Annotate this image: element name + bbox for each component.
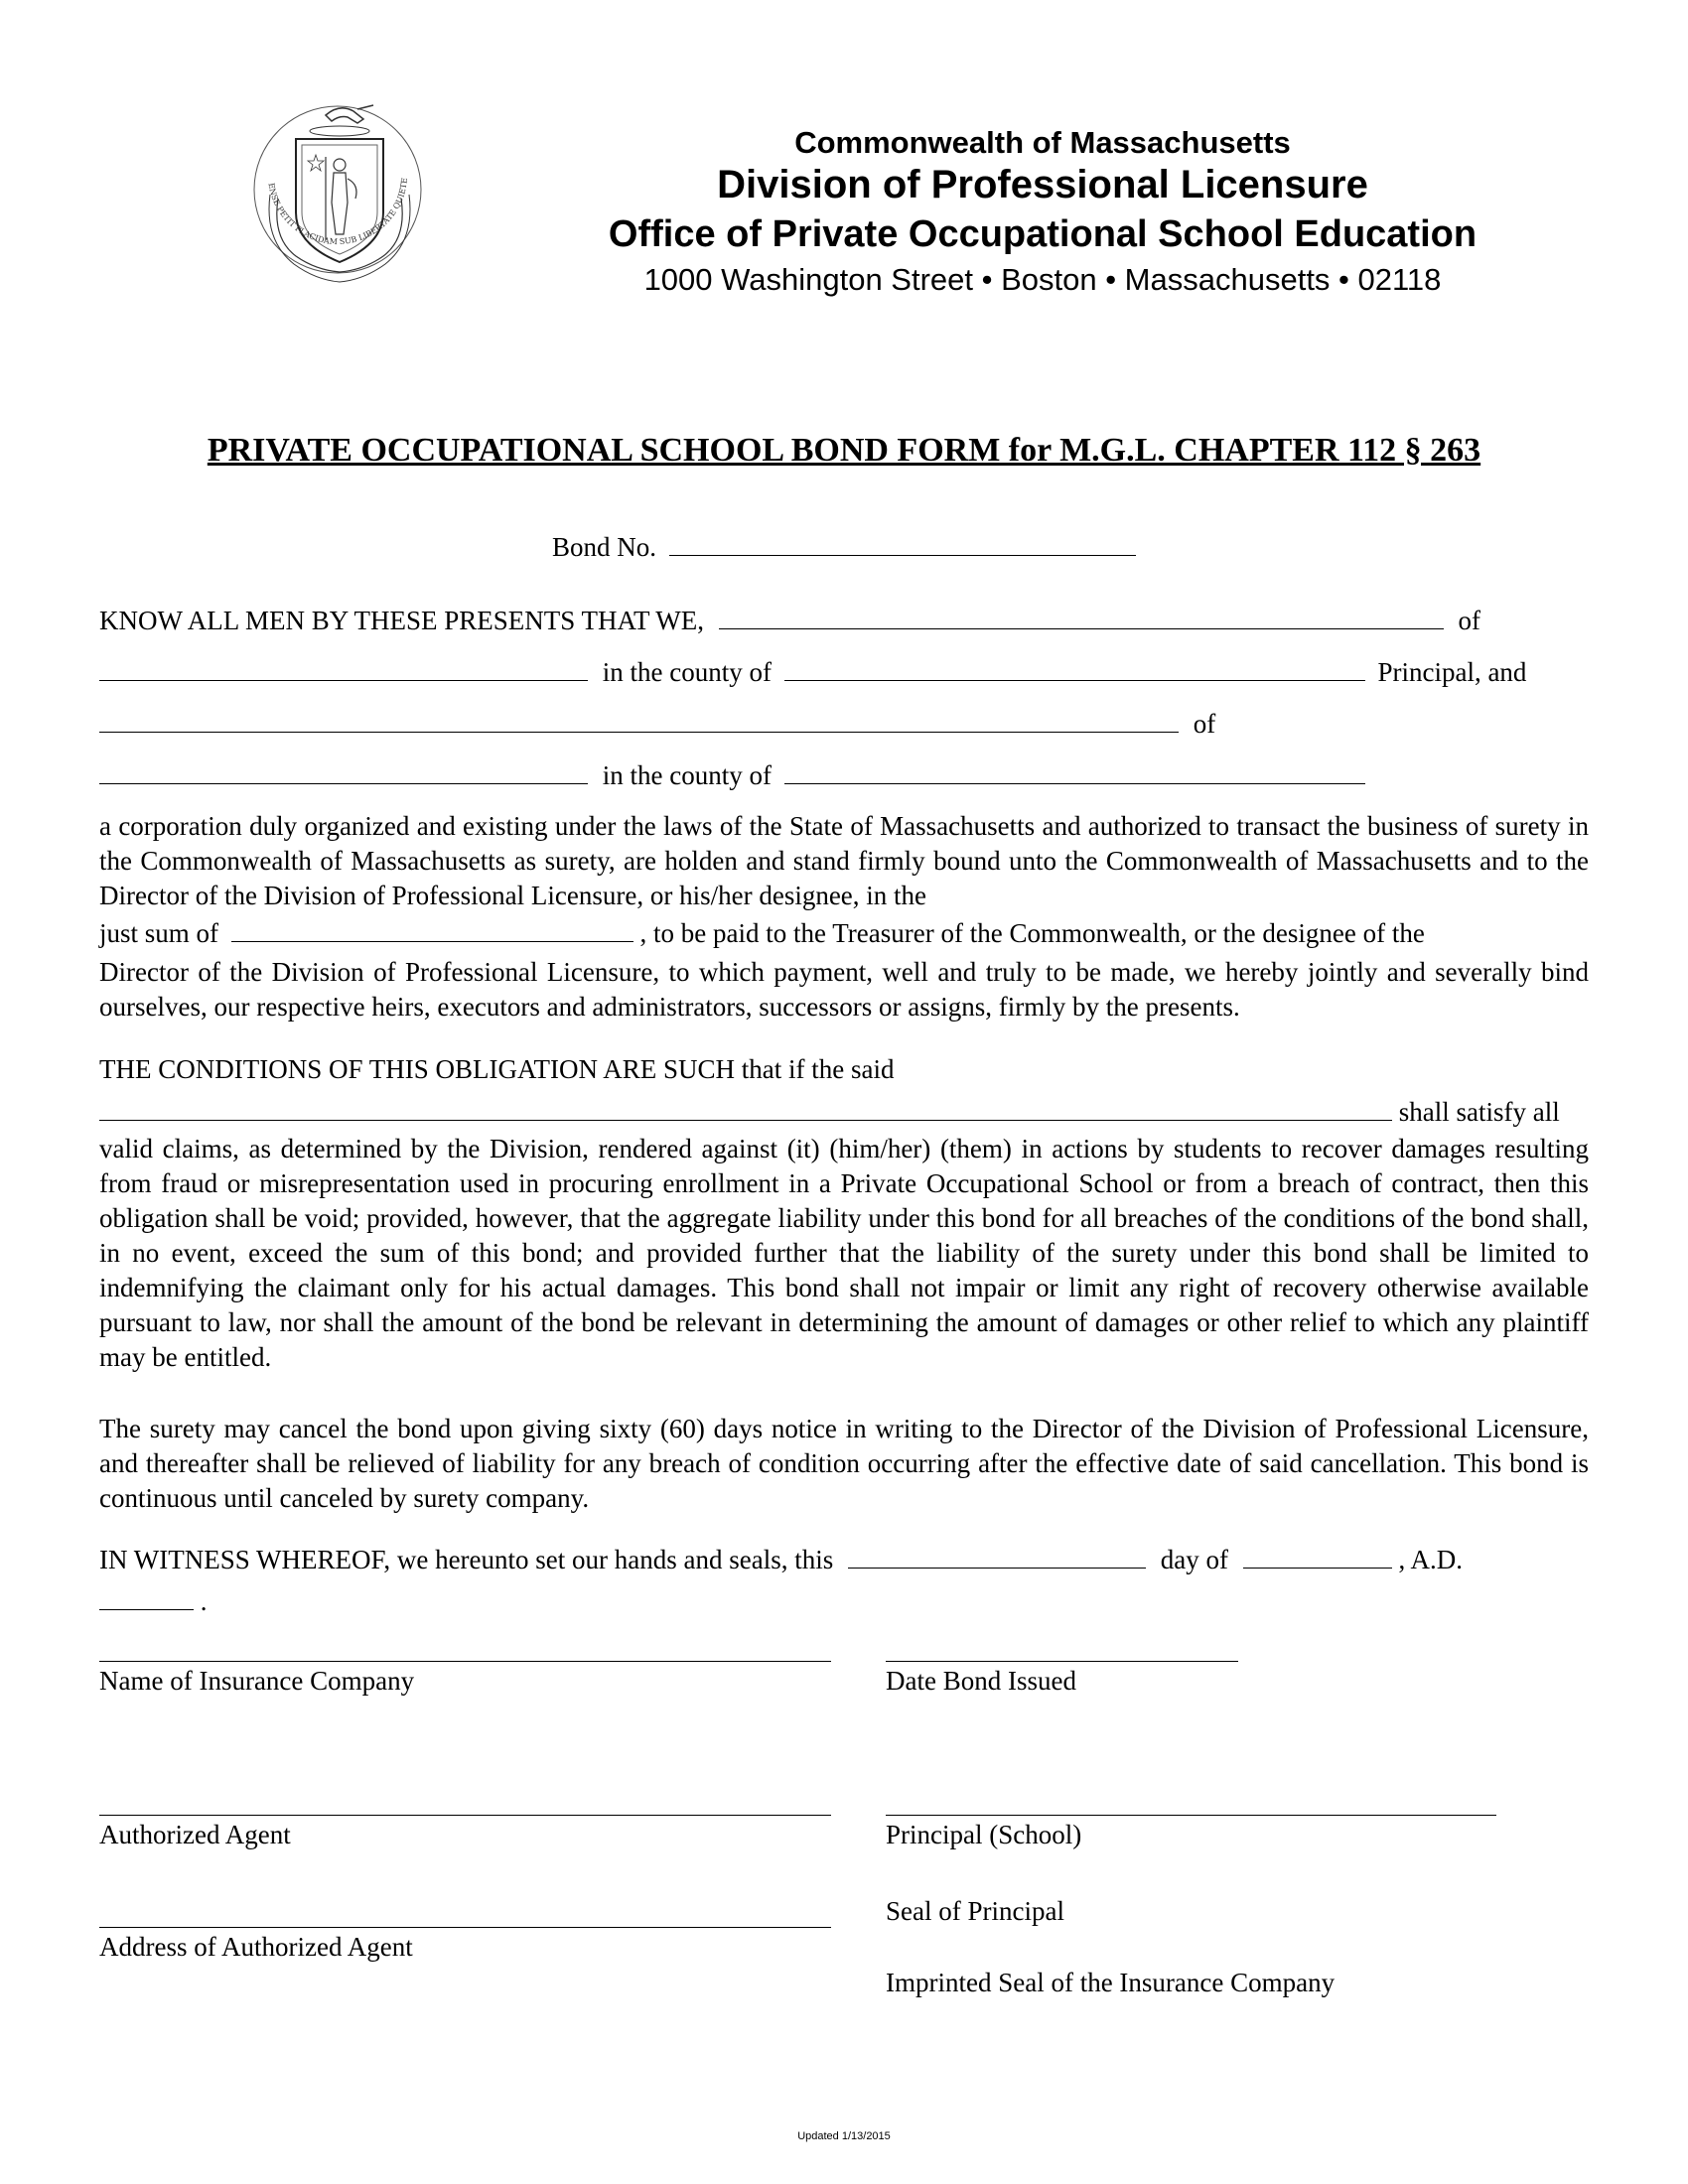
day-of-label: day of xyxy=(1160,1545,1228,1574)
witness-day-field[interactable] xyxy=(848,1567,1146,1569)
principal-name-field[interactable] xyxy=(719,627,1444,629)
in-county-label-1: in the county of xyxy=(602,657,772,687)
surety-location-row xyxy=(99,760,1365,791)
updated-date: Updated 1/13/2015 xyxy=(797,2130,891,2142)
conditions-row xyxy=(99,1097,1560,1128)
ad-label: , A.D. xyxy=(1398,1545,1463,1574)
insurance-company-line[interactable] xyxy=(99,1661,831,1662)
surety-name-field[interactable] xyxy=(99,731,1179,733)
date-issued-line[interactable] xyxy=(886,1661,1238,1662)
of-label-1: of xyxy=(1458,606,1481,635)
to-be-paid-text: , to be paid to the Treasurer of the Commonwealth, or the designee of the xyxy=(639,918,1425,948)
bond-no-label: Bond No. xyxy=(552,532,657,562)
header-division: Division of Professional Licensure xyxy=(717,163,1368,206)
date-issued-label: Date Bond Issued xyxy=(886,1666,1076,1696)
principal-said-field[interactable] xyxy=(99,1119,1392,1121)
year-row xyxy=(99,1586,208,1617)
insurance-company-label: Name of Insurance Company xyxy=(99,1666,415,1696)
surety-county-field[interactable] xyxy=(784,782,1365,784)
header-office: Office of Private Occupational School Education xyxy=(608,213,1477,255)
seal-emblem xyxy=(248,95,427,284)
authorized-agent-label: Authorized Agent xyxy=(99,1820,291,1849)
conditions-text: THE CONDITIONS OF THIS OBLIGATION ARE SUCH that if the said xyxy=(99,1054,895,1084)
witness-year-field[interactable] xyxy=(99,1608,194,1610)
principal-location-row xyxy=(99,657,1526,688)
principal-school-line[interactable] xyxy=(886,1815,1496,1816)
bond-amount-field[interactable] xyxy=(231,940,633,942)
witness-row xyxy=(99,1545,1463,1575)
agent-address-label: Address of Authorized Agent xyxy=(99,1932,413,1962)
just-sum-label: just sum of xyxy=(99,918,219,948)
know-all-row xyxy=(99,606,1480,636)
witness-month-field[interactable] xyxy=(1243,1567,1392,1569)
in-county-label-2: in the county of xyxy=(602,760,772,790)
cancellation-paragraph: The surety may cancel the bond upon giving sixty (60) days notice in writing to the Director of the Division of Professional Licensure, and thereafter shall be relieved of liability for any breach of condition occurring after the effective date of said cancellation. This bond is continuous until canceled by surety company. xyxy=(99,1414,1589,1513)
claims-paragraph: valid claims, as determined by the Division, rendered against (it) (him/her) (them) in actions by students to recover damages resulting from fraud or misrepresentation used in procuring enrollment in a Private Occupational School or from a breach of contract, then this obligation shall be void; provided, however, that the aggregate liability under this bond for all breaches of the conditions of the bond shall, in no event, exceed the sum of this bond; and provided further that the liability of the surety under this bond shall be limited to indemnifying the claimant only for his actual damages. This bond shall not impair or limit any right of recovery otherwise available pursuant to law, nor shall the amount of the bond be relevant in determining the amount of damages or other relief to which any plaintiff may be entitled. xyxy=(99,1134,1589,1372)
massachusetts-seal xyxy=(248,95,427,284)
bond-no-field[interactable] xyxy=(669,554,1136,556)
seal-principal-label: Seal of Principal xyxy=(886,1896,1064,1926)
principal-and-label: Principal, and xyxy=(1377,657,1527,687)
year-period: . xyxy=(200,1586,208,1616)
payment-paragraph: Director of the Division of Professional Licensure, to which payment, well and truly to be made, we hereby jointly and severally bind ourselves, our respective heirs, executors and administrators, successors or assigns, firmly by the presents. xyxy=(99,957,1589,1022)
shall-satisfy-text: shall satisfy all xyxy=(1398,1097,1560,1127)
principal-school-label: Principal (School) xyxy=(886,1820,1082,1849)
authorized-agent-line[interactable] xyxy=(99,1815,831,1816)
surety-city-field[interactable] xyxy=(99,782,588,784)
seal-motto: ENSE PETIT PLACIDAM SUB LIBERTATE QUIETE xyxy=(266,177,409,247)
imprinted-seal-label: Imprinted Seal of the Insurance Company xyxy=(886,1968,1336,1997)
header-address: 1000 Washington Street • Boston • Massachusetts • 02118 xyxy=(643,262,1442,297)
bond-no-row xyxy=(552,532,1136,563)
know-all-text: KNOW ALL MEN BY THESE PRESENTS THAT WE, xyxy=(99,606,705,635)
surety-name-row xyxy=(99,709,1215,740)
agent-address-line[interactable] xyxy=(99,1927,831,1928)
principal-city-field[interactable] xyxy=(99,679,588,681)
witness-text: IN WITNESS WHEREOF, we hereunto set our hands and seals, this xyxy=(99,1545,834,1574)
form-title: PRIVATE OCCUPATIONAL SCHOOL BOND FORM for M.G.L. CHAPTER 112 § 263 xyxy=(207,432,1481,469)
header-commonwealth: Commonwealth of Massachusetts xyxy=(794,125,1291,160)
of-label-2: of xyxy=(1193,709,1216,739)
just-sum-row xyxy=(99,918,1425,949)
principal-county-field[interactable] xyxy=(784,679,1365,681)
corporation-paragraph: a corporation duly organized and existing under the laws of the State of Massachusetts and authorized to transact the business of surety in the Commonwealth of Massachusetts as surety, are holden and stand firmly bound unto the Commonwealth of Massachusetts and to the Director of the Division of Professional Licensure, or his/her designee, in the xyxy=(99,811,1589,910)
